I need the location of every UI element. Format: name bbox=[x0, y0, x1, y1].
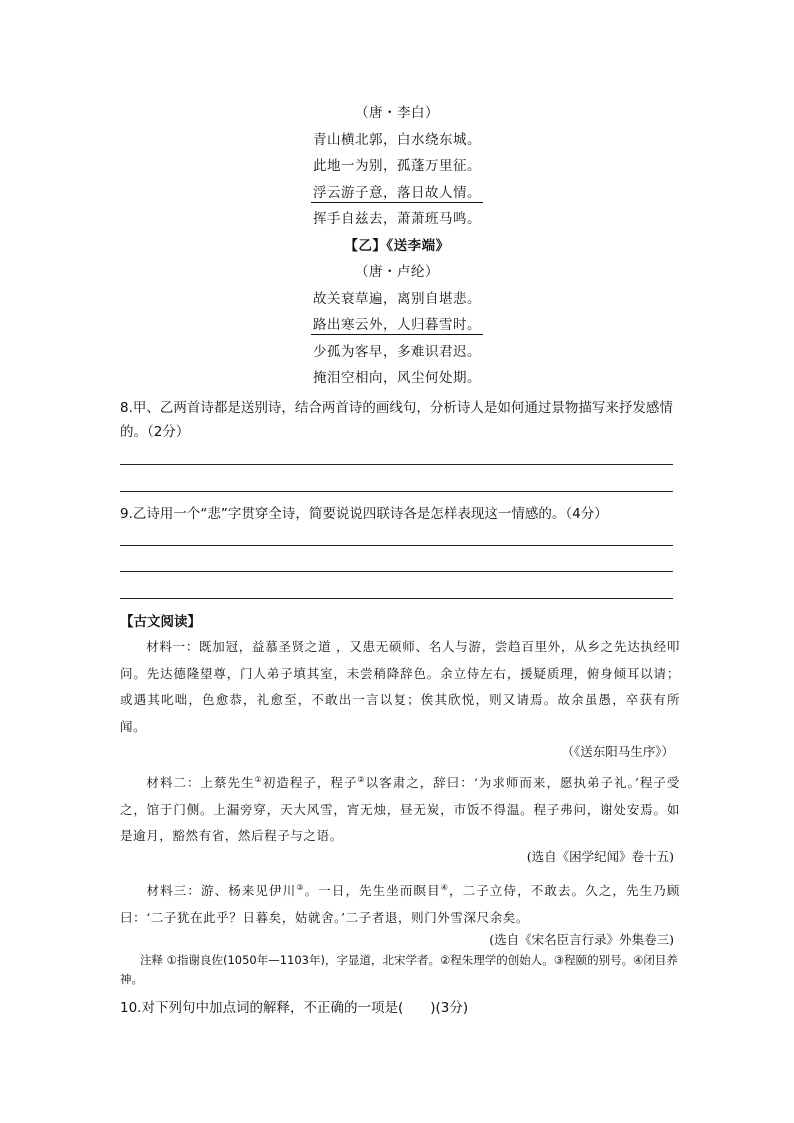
material-2 bbox=[120, 767, 680, 850]
material-3-text-a: 材料三：游、杨来见伊川 bbox=[146, 883, 297, 899]
poem-a-line-4: 挥手自兹去，萧萧班马鸣。 bbox=[313, 211, 481, 227]
answer-line-9a[interactable] bbox=[120, 545, 673, 546]
poem-b-line-1: 故关衰草遍，离别自堪悲。 bbox=[313, 290, 481, 307]
footnote-1-marker: ① bbox=[254, 775, 263, 784]
footnote-2-marker: ② bbox=[357, 775, 366, 784]
poem-b-line-3: 少孤为客早，多难识君迟。 bbox=[313, 343, 481, 360]
material-2-text-c: 以客肃之，辞曰：‘为求师而来，愿执弟子礼。’程子受之，馆于门侧。上漏旁穿，天大风雪，宵无烛，昼无炭，市饭不得温。程子弗问，谢处安焉。如是逾月，豁然有省，然后程子与之语。 bbox=[120, 775, 680, 844]
answer-line-8b[interactable] bbox=[120, 491, 673, 492]
annotation-note: 注释 ①指谢良佐(1050年—1103年)，字显道，北宋学者。②程朱理学的创始人。③程颐的别号。④闭目养神。 bbox=[120, 953, 678, 986]
poem-b-line-4: 掩泪空相向，风尘何处期。 bbox=[313, 370, 481, 386]
classical-reading-title: 【古文阅读】 bbox=[120, 614, 201, 630]
answer-line-9b[interactable] bbox=[120, 571, 673, 572]
poem-a-line-2: 此地一为别，孤蓬万里征。 bbox=[313, 158, 481, 174]
poem-a-author: （唐・李白） bbox=[355, 105, 439, 121]
poem-block bbox=[0, 100, 794, 392]
footnote-4-marker: ④ bbox=[440, 883, 450, 892]
material-2-text-b: 初造程子，程子 bbox=[262, 775, 358, 791]
poem-a-line-1: 青山横北郭，白水绕东城。 bbox=[313, 131, 481, 148]
answer-line-9c[interactable] bbox=[120, 598, 673, 599]
material-3-source: (选自《宋名臣言行录》外集卷三) bbox=[489, 932, 674, 947]
material-1-text: 材料一：既加冠，益慕圣贤之道 ，又患无硕师、名人与游，尝趋百里外，从乡之先达执经叩问。先达德隆望尊，门人弟子填其室，未尝稍降辞色。余立侍左右，援疑质理，俯身倾耳以请；或遇其叱咄，色愈恭，礼愈至，不敢出一言以复；俟其欣悦，则又请焉。故余虽愚，卒获有所闻。 bbox=[120, 639, 680, 734]
material-1 bbox=[120, 634, 680, 740]
footnote-3-marker: ③ bbox=[296, 883, 305, 892]
answer-line-8a[interactable] bbox=[120, 464, 673, 465]
question-10: 10.对下列句中加点词的解释，不正确的一项是( )(3分) bbox=[120, 1000, 469, 1016]
poem-b-author: （唐・卢纶） bbox=[355, 264, 439, 280]
material-2-text-a: 材料二：上蔡先生 bbox=[146, 775, 255, 791]
material-3-text-b: 。一日，先生坐而瞑目 bbox=[304, 883, 441, 899]
material-2-source: (选自《困学纪闻》卷十五) bbox=[526, 849, 674, 864]
material-3 bbox=[120, 875, 680, 931]
poem-b-line-2-underlined: 路出寒云外，人归暮雪时。 bbox=[313, 317, 481, 333]
question-8: 8.甲、乙两首诗都是送别诗，结合两首诗的画线句，分析诗人是如何通过景物描写来抒发感情的。（2分） bbox=[120, 400, 673, 440]
poem-a-line-3-underlined: 浮云游子意，落日故人情。 bbox=[313, 184, 481, 201]
material-1-source: （《送东阳马生序》） bbox=[561, 744, 674, 759]
question-9: 9.乙诗用一个“悲”字贯穿全诗，简要说说四联诗各是怎样表现这一情感的。（4分） bbox=[120, 506, 608, 522]
material-3-text-c: ，二子立侍，不敢去。久之，先生乃顾曰：‘二子犹在此乎？日暮矣，姑就舍。’二子者退，则门外雪深尺余矣。 bbox=[120, 883, 680, 925]
poem-b-title: 【乙】《送李端》 bbox=[344, 237, 450, 254]
